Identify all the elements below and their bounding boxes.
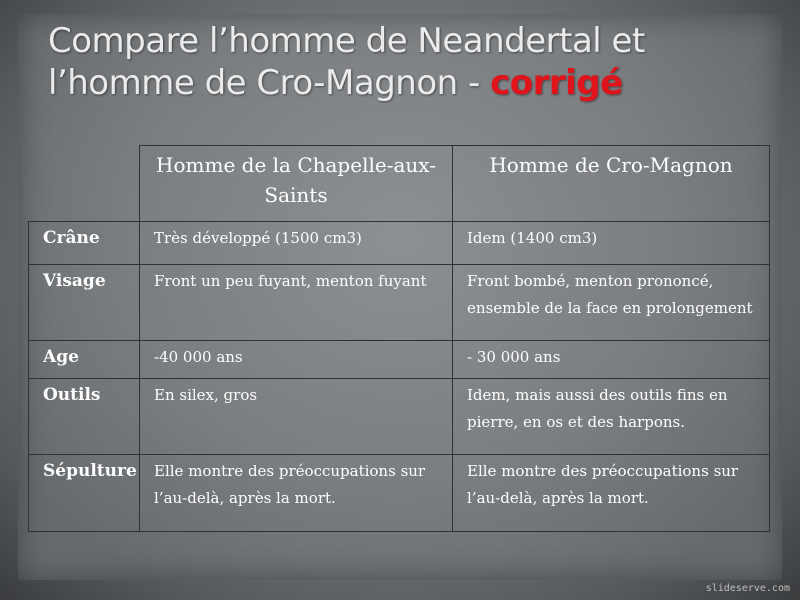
cell-cromagnon: Idem, mais aussi des outils fins en pierre, en os et des harpons.: [453, 379, 770, 455]
table-row: [29, 265, 770, 341]
cell-chapelle: En silex, gros: [140, 379, 453, 455]
cell-chapelle: -40 000 ans: [140, 341, 453, 379]
cell-cromagnon: Front bombé, menton prononcé, ensemble de la face en prolongement: [453, 265, 770, 341]
row-label: Sépulture: [29, 455, 140, 532]
comparison-table: [28, 145, 770, 532]
column-header-cromagnon: Homme de Cro-Magnon: [453, 146, 770, 222]
cell-chapelle: Front un peu fuyant, menton fuyant: [140, 265, 453, 341]
row-label: Outils: [29, 379, 140, 455]
table-header-row: [29, 146, 770, 222]
table-row: [29, 222, 770, 265]
table-row: [29, 341, 770, 379]
watermark: slideserve.com: [705, 583, 790, 594]
cell-chapelle: Elle montre des préoccupations sur l’au-delà, après la mort.: [140, 455, 453, 532]
cell-cromagnon: Idem (1400 cm3): [453, 222, 770, 265]
table-row: [29, 379, 770, 455]
cell-chapelle: Très développé (1500 cm3): [140, 222, 453, 265]
row-label: Age: [29, 341, 140, 379]
cell-cromagnon: Elle montre des préoccupations sur l’au-delà, après la mort.: [453, 455, 770, 532]
title-main: Compare l’homme de Neandertal et l’homme de Cro-Magnon -: [48, 21, 645, 103]
slide-title: [48, 20, 768, 104]
column-header-chapelle: Homme de la Chapelle-aux-Saints: [140, 146, 453, 222]
empty-corner-cell: [29, 146, 140, 222]
row-label: Crâne: [29, 222, 140, 265]
table-row: [29, 455, 770, 532]
row-label: Visage: [29, 265, 140, 341]
title-accent: corrigé: [490, 63, 623, 103]
cell-cromagnon: - 30 000 ans: [453, 341, 770, 379]
